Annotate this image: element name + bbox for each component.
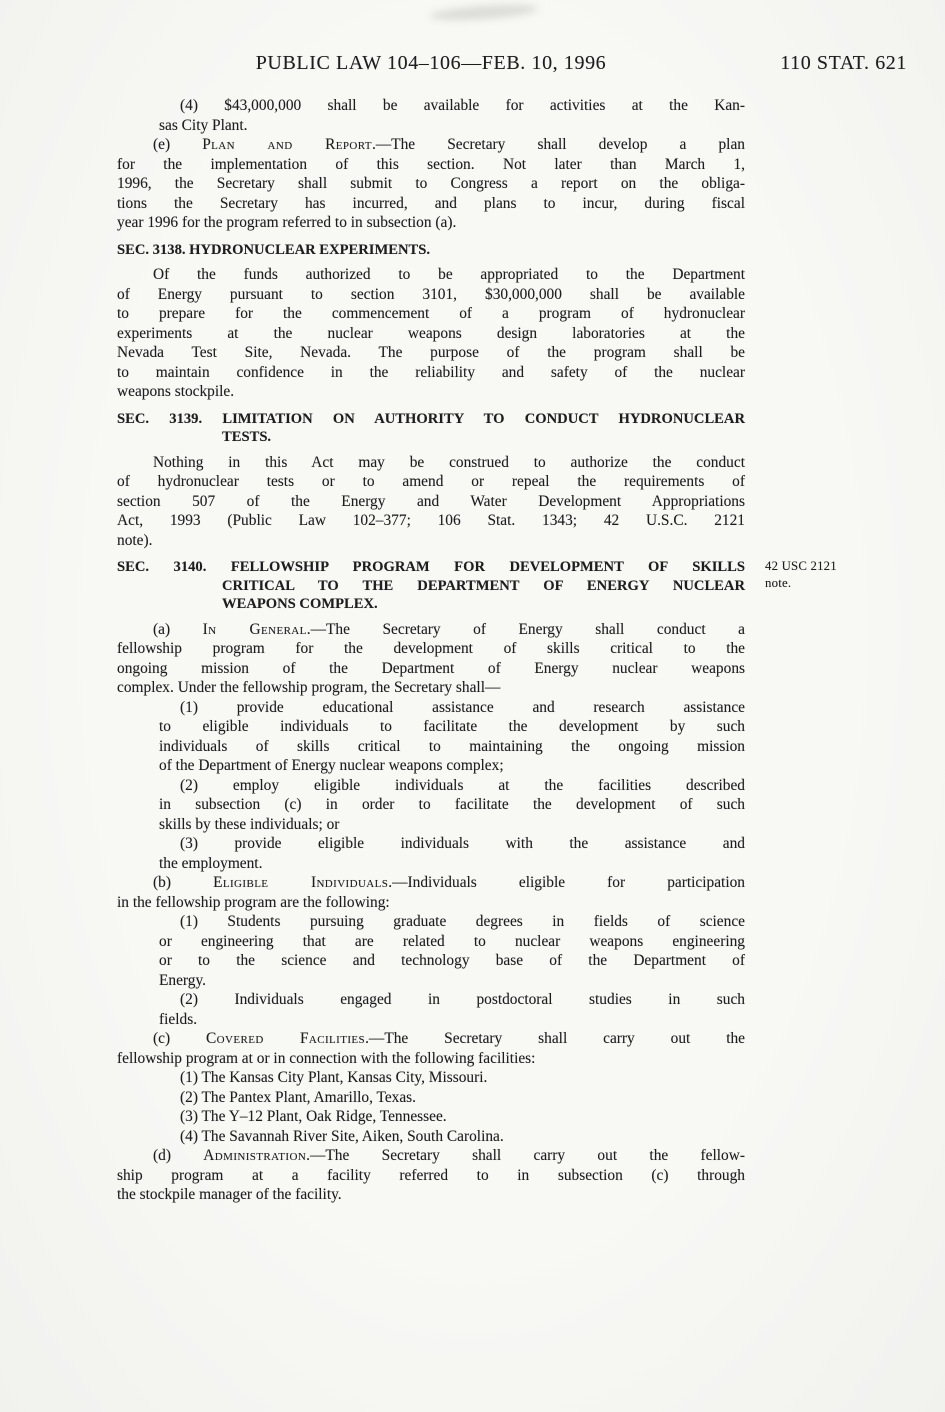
stat-page-number: 110 STAT. 621 xyxy=(780,52,907,74)
text-segment: individuals of skills critical to maintaining the ongoing mission xyxy=(159,737,745,755)
text-segment: .—The Secretary shall carry out the xyxy=(365,1030,746,1047)
text-segment: year 1996 for the program referred to in subsection (a). xyxy=(117,214,457,231)
small-caps-term: Administration xyxy=(203,1147,307,1164)
small-caps-term: Eligible Individuals xyxy=(213,874,389,891)
text-line xyxy=(117,382,745,402)
para-b-eligible-individuals xyxy=(117,873,745,912)
para-c-1-kansas-city xyxy=(159,1068,745,1088)
text-line xyxy=(117,453,745,473)
text-line xyxy=(159,1127,745,1147)
small-caps-term: In General xyxy=(202,620,307,638)
text-segment: .—The Secretary shall develop a plan xyxy=(371,136,745,153)
margin-note-line: 42 USC 2121 xyxy=(765,559,837,573)
margin-note-line: note. xyxy=(765,576,792,590)
para-c-4-savannah-river xyxy=(159,1127,745,1147)
text-segment: SEC. 3140. FELLOWSHIP PROGRAM FOR DEVELOPMENT OF SKILLS xyxy=(117,559,745,575)
text-segment: of hydronuclear tests or to amend or repeal the requirements of xyxy=(117,473,745,490)
text-line xyxy=(117,531,745,551)
text-segment: SEC. 3138. HYDRONUCLEAR EXPERIMENTS. xyxy=(117,241,430,258)
text-segment: (d) xyxy=(153,1147,204,1164)
text-segment: 1996, the Secretary shall submit to Congress a report on the obliga- xyxy=(117,175,745,192)
text-line xyxy=(117,558,745,577)
text-segment: (b) xyxy=(153,874,214,891)
text-segment: experiments at the nuclear weapons design laboratories at the xyxy=(117,324,745,342)
text-segment: Energy. xyxy=(159,971,207,989)
text-segment: Of the funds authorized to be appropriated to the Department xyxy=(153,266,745,283)
text-segment: .—The Secretary shall carry out the fellow- xyxy=(306,1147,745,1164)
text-segment: in subsection (c) in order to facilitate the development of such xyxy=(159,796,745,813)
text-segment: (c) xyxy=(153,1030,206,1047)
text-line xyxy=(159,932,745,952)
text-segment: Act, 1993 (Public Law 102–377; 106 Stat. 1343; 42 U.S.C. 2121 xyxy=(117,512,745,529)
text-line xyxy=(159,971,745,991)
text-line xyxy=(117,428,745,447)
text-segment: (4) The Savannah River Site, Aiken, South Carolina. xyxy=(180,1127,504,1145)
text-line xyxy=(117,155,745,175)
text-segment: for the implementation of this section. Not later than March 1, xyxy=(117,155,745,173)
text-segment: fellowship program for the development of skills critical to the xyxy=(117,640,745,657)
text-line xyxy=(117,241,745,260)
text-segment: or engineering that are related to nuclear weapons engineering xyxy=(159,932,745,950)
text-line xyxy=(159,951,745,971)
text-segment: fellowship program at or in connection with the following facilities: xyxy=(117,1049,536,1067)
text-line xyxy=(159,756,745,776)
text-line xyxy=(117,1185,745,1205)
margin-note-42-usc-2121 xyxy=(765,558,910,592)
text-line xyxy=(159,795,745,815)
text-segment: (2) The Pantex Plant, Amarillo, Texas. xyxy=(180,1088,417,1106)
heading-sec-3138 xyxy=(117,241,745,260)
text-segment: tions the Secretary has incurred, and plans to incur, during fiscal xyxy=(117,194,745,212)
text-segment: complex. Under the fellowship program, the Secretary shall— xyxy=(117,679,501,696)
text-segment: section 507 of the Energy and Water Development Appropriations xyxy=(117,492,745,510)
text-line xyxy=(117,135,745,155)
text-line xyxy=(159,854,745,874)
text-line xyxy=(117,639,745,659)
para-c-covered-facilities xyxy=(117,1029,745,1068)
text-segment: weapons stockpile. xyxy=(117,383,235,400)
heading-sec-3140 xyxy=(117,558,837,614)
text-line xyxy=(117,577,745,596)
text-line xyxy=(159,1107,745,1127)
text-segment: the stockpile manager of the facility. xyxy=(117,1186,342,1203)
para-e-plan-and-report xyxy=(117,135,745,233)
para-sec-3138-text xyxy=(117,265,745,402)
para-b-2 xyxy=(159,990,745,1029)
text-segment: (1) The Kansas City Plant, Kansas City, Missouri. xyxy=(180,1069,488,1086)
text-segment: (3) The Y–12 Plant, Oak Ridge, Tennessee. xyxy=(180,1108,447,1125)
text-line xyxy=(159,1068,745,1088)
text-segment: (a) xyxy=(153,620,203,638)
text-segment: CRITICAL TO THE DEPARTMENT OF ENERGY NUCLEAR xyxy=(222,577,745,594)
text-segment: note). xyxy=(117,531,153,549)
text-line xyxy=(117,492,745,512)
text-segment: of the Department of Energy nuclear weapons complex; xyxy=(159,757,504,774)
text-segment: fields. xyxy=(159,1010,198,1028)
text-line xyxy=(117,1166,745,1186)
text-segment: to eligible individuals to facilitate the development by such xyxy=(159,718,745,735)
text-segment: (e) xyxy=(153,136,203,153)
text-segment: to maintain confidence in the reliability and safety of the nuclear xyxy=(117,363,745,381)
text-segment: ship program at a facility referred to in subsection (c) through xyxy=(117,1166,745,1184)
text-line xyxy=(159,96,745,116)
text-line xyxy=(159,776,745,796)
para-a-in-general xyxy=(117,620,745,698)
text-segment: ongoing mission of the Department of Energy nuclear weapons xyxy=(117,659,745,677)
text-segment: (1) Students pursuing graduate degrees in fields of science xyxy=(180,913,745,930)
para-c-2-pantex xyxy=(159,1088,745,1108)
text-segment: (2) employ eligible individuals at the facilities described xyxy=(180,776,745,794)
para-sec-3139-text xyxy=(117,453,745,551)
text-segment: the employment. xyxy=(159,854,263,872)
text-segment: of Energy pursuant to section 3101, $30,000,000 shall be available xyxy=(117,285,745,303)
small-caps-term: Covered Facilities xyxy=(205,1030,366,1047)
text-segment: to prepare for the commencement of a program of hydronuclear xyxy=(117,305,745,322)
text-line xyxy=(117,265,745,285)
text-line xyxy=(159,1010,745,1030)
text-segment: (3) provide eligible individuals with the assistance and xyxy=(180,835,745,852)
text-line xyxy=(159,698,745,718)
text-line xyxy=(117,213,745,233)
text-line xyxy=(117,174,745,194)
text-segment: .—The Secretary of Energy shall conduct a xyxy=(306,620,745,638)
text-line xyxy=(117,893,745,913)
text-line xyxy=(159,717,745,737)
text-line xyxy=(159,116,745,136)
text-line xyxy=(117,595,745,614)
text-line xyxy=(117,511,745,531)
text-line xyxy=(117,659,745,679)
text-segment: sas City Plant. xyxy=(159,116,248,134)
text-line xyxy=(117,285,745,305)
small-caps-term: Plan and Report xyxy=(202,136,372,153)
text-line xyxy=(159,815,745,835)
text-line xyxy=(159,1088,745,1108)
text-line xyxy=(117,304,745,324)
running-title: PUBLIC LAW 104–106—FEB. 10, 1996 xyxy=(255,52,607,74)
text-segment: TESTS. xyxy=(222,429,272,445)
text-line xyxy=(117,1029,745,1049)
text-segment: or to the science and technology base of the Department of xyxy=(159,952,745,969)
text-segment: in the fellowship program are the following: xyxy=(117,893,390,911)
para-a-1 xyxy=(159,698,745,776)
text-segment: (4) $43,000,000 shall be available for activities at the Kan- xyxy=(180,97,745,114)
text-line xyxy=(117,1146,745,1166)
text-segment: .—Individuals eligible for participation xyxy=(388,874,745,891)
text-segment: Nothing in this Act may be construed to authorize the conduct xyxy=(153,453,745,471)
text-segment: WEAPONS COMPLEX. xyxy=(222,596,378,612)
scan-smudge-artifact xyxy=(430,2,539,23)
para-d-administration xyxy=(117,1146,745,1205)
para-a-2 xyxy=(159,776,745,835)
para-c-3-y12 xyxy=(159,1107,745,1127)
text-line xyxy=(117,410,745,429)
text-line xyxy=(117,324,745,344)
text-segment: skills by these individuals; or xyxy=(159,815,340,833)
text-line xyxy=(117,1049,745,1069)
text-line xyxy=(117,363,745,383)
para-b-1 xyxy=(159,912,745,990)
text-line xyxy=(117,620,745,640)
text-line xyxy=(117,343,745,363)
text-segment: (2) Individuals engaged in postdoctoral studies in such xyxy=(180,991,745,1008)
text-segment: Nevada Test Site, Nevada. The purpose of the program shall be xyxy=(117,344,745,361)
text-line xyxy=(159,912,745,932)
para-a-3 xyxy=(159,834,745,873)
text-line xyxy=(117,678,745,698)
text-column xyxy=(117,96,837,1205)
text-line xyxy=(117,194,745,214)
para-4-kansas-city-plant xyxy=(159,96,745,135)
text-segment: SEC. 3139. LIMITATION ON AUTHORITY TO CONDUCT HYDRONUCLEAR xyxy=(117,410,745,427)
text-line xyxy=(159,834,745,854)
text-line xyxy=(159,737,745,757)
text-line xyxy=(159,990,745,1010)
text-line xyxy=(117,873,745,893)
heading-sec-3139 xyxy=(117,410,745,447)
text-line xyxy=(117,472,745,492)
text-segment: (1) provide educational assistance and research assistance xyxy=(180,698,745,716)
